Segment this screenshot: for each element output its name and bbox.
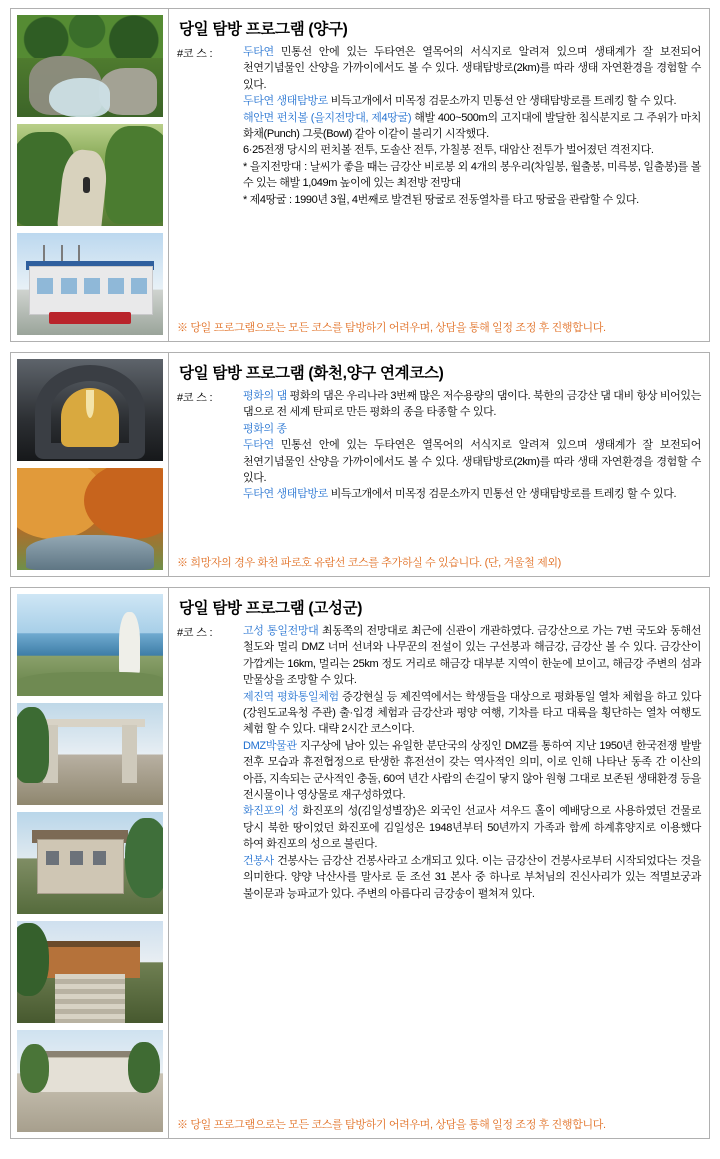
keyword: DMZ박물관 — [243, 739, 297, 752]
paragraph-text: 평화의 댐은 우리나라 3번째 많은 저수용량의 댐이다. 북한의 금강산 댐 대비 항상 비어있는 댐으로 전 세계 탄피로 만든 평화의 종을 타종할 수 있다. — [243, 390, 701, 419]
paragraph — [243, 93, 701, 109]
paragraph — [243, 142, 701, 158]
course-block — [177, 44, 701, 208]
stone-house-photo — [16, 811, 164, 915]
paragraph-text: 민통선 안에 있는 두타연은 열목어의 서식지로 알려져 있으며 생태계가 잘 보전되어 천연기념물인 산양을 가까이에서도 볼 수 있다. 생태탐방로(2km)를 따라 생태 자연환경을 경험할 수 있다. — [243, 439, 701, 485]
keyword: 해안면 펀치볼 (을지전망대, 제4땅굴) — [243, 111, 412, 124]
keyword: 두타연 생태탐방로 — [243, 488, 328, 501]
paragraph-text: 6·25전쟁 당시의 펀치볼 전투, 도솔산 전투, 가칠봉 전투, 대암산 전투가 벌어졌던 격전지다. — [243, 144, 654, 157]
gate-photo — [16, 702, 164, 806]
course-label: #코 스 : — [177, 392, 213, 404]
keyword: 제진역 평화통일체험 — [243, 690, 339, 703]
paragraph-text: 비득고개에서 미목정 검문소까지 민통선 안 생태탐방로를 트레킹 할 수 있다. — [330, 95, 677, 108]
paragraph — [243, 159, 701, 192]
note-text: ※ 당일 프로그램으로는 모든 코스를 탐방하기 어려우며, 상담을 통해 일정 조정 후 진행합니다. — [177, 1119, 606, 1131]
paragraph-text: 해발 400~500m의 고지대에 발달한 침식분지로 그 주위가 마치 화채(Punch) 그릇(Bowl) 같아 이같이 불리기 시작했다. — [243, 111, 701, 141]
paragraph-text: * 제4땅굴 : 1990년 3월, 4번째로 발견된 땅굴로 전동열차를 타고 땅굴을 관람할 수 있다. — [243, 193, 639, 206]
paragraph — [243, 192, 701, 208]
course-block — [177, 623, 701, 902]
keyword: 평화의 종 — [243, 422, 287, 435]
keyword: 두타연 — [243, 439, 274, 452]
autumn-valley-photo — [16, 467, 164, 571]
program-card-yanggu — [10, 8, 710, 342]
keyword: 화진포의 성 — [243, 805, 299, 818]
course-block — [177, 388, 701, 503]
content-column — [169, 353, 709, 576]
course-paragraphs — [243, 388, 701, 503]
paragraph-text: 지구상에 남아 있는 유일한 분단국의 상징인 DMZ를 통하여 지난 1950년 한국전쟁 발발 전후 모습과 휴전협정으로 탄생한 휴전선이 갖는 역사적인 의미, 이로 인해 나타난 동족 간 이산의 아픔, 지속되는 군사적인 충돌, 60여 년간 사람의 손길이 닿지 않아 원형 그대로 보존된 생태환경 등을 전시물이나 영상물로 재구성하였다. — [243, 739, 701, 802]
program-card-goseong — [10, 587, 710, 1139]
keyword: 고성 통일전망대 — [243, 625, 319, 637]
valley-photo — [16, 14, 164, 118]
sea-statue-photo — [16, 593, 164, 697]
yard-photo — [16, 1029, 164, 1133]
content-column — [169, 588, 709, 1138]
paragraph-text: * 을지전망대 : 날씨가 좋을 때는 금강산 비로봉 외 4개의 봉우리(차일봉, 월출봉, 미륵봉, 일출봉)를 볼 수 있는 해발 1,049m 높이에 있는 최전방 전망대 — [243, 160, 701, 190]
page-title: 당일 탐방 프로그램 (화천,양구 연계코스) — [179, 365, 444, 382]
paragraph — [243, 110, 701, 143]
note-text: ※ 희망자의 경우 화천 파로호 유람선 코스를 추가하실 수 있습니다. (단, 겨울철 제외) — [177, 557, 561, 569]
course-paragraphs — [243, 44, 701, 208]
trail-photo — [16, 123, 164, 227]
paragraph-text: 건봉사는 금강산 건봉사라고 소개되고 있다. 이는 금강산이 건봉사로부터 시작되었다는 것을 의미한다. 양양 낙산사를 말사로 둔 조선 31 본사 중 하나로 부처님의 진신사리가 있는 적멸보궁과 불이문과 능파교가 있다. 주변의 아름다리 금강송이 펼쳐져 있다. — [243, 854, 701, 900]
keyword: 두타연 — [243, 46, 274, 58]
keyword: 두타연 생태탐방로 — [243, 95, 328, 108]
paragraph — [243, 853, 701, 902]
photo-column — [11, 588, 169, 1138]
observatory-photo — [16, 232, 164, 336]
paragraph — [243, 689, 701, 738]
paragraph-text: 비득고개에서 미목정 검문소까지 민통선 안 생태탐방로를 트레킹 할 수 있다. — [330, 488, 677, 501]
content-column — [169, 9, 709, 341]
photo-column — [11, 353, 169, 576]
paragraph — [243, 421, 701, 437]
page-title: 당일 탐방 프로그램 (양구) — [179, 21, 348, 38]
paragraph-text: 화진포의 성(김일성별장)은 외국인 선교사 셔우드 홀이 예배당으로 사용하였던 건물로 당시 북한 땅이었던 화진포에 김일성은 1948년부터 50년까지 가족과 함께 하계휴양지로 이용했다 하여 화진포의 성으로 불린다. — [243, 805, 701, 851]
page-title: 당일 탐방 프로그램 (고성군) — [179, 600, 363, 617]
keyword: 평화의 댐 — [243, 390, 287, 402]
paragraph-text: 민통선 안에 있는 두타연은 열목어의 서식지로 알려져 있으며 생태계가 잘 보전되어 천연기념물인 산양을 가까이에서도 볼 수 있다. 생태탐방로(2km)를 따라 생태 자연환경을 경험할 수 있다. — [243, 46, 701, 91]
paragraph — [243, 437, 701, 486]
paragraph — [243, 623, 701, 689]
temple-stairs-photo — [16, 920, 164, 1024]
program-card-hwacheon-yanggu — [10, 352, 710, 577]
paragraph — [243, 803, 701, 852]
paragraph — [243, 486, 701, 502]
keyword: 건봉사 — [243, 854, 274, 867]
paragraph — [243, 738, 701, 804]
course-paragraphs — [243, 623, 701, 902]
paragraph — [243, 388, 701, 421]
paragraph-text: 최동쪽의 전망대로 최근에 신관이 개관하였다. 금강산으로 가는 7번 국도와 동해선 철도와 멀리 DMZ 너머 선녀와 나무꾼의 전설이 있는 구선봉과 해금강, 금강산 볼 수 있다. 금강산이 가깝게는 16km, 멀리는 25km 정도 거리로 해금강 대부분 지역이 한눈에 보이고, 해금강 주변의 섬과 만물상을 조망할 수 있다. — [243, 625, 701, 687]
photo-column — [11, 9, 169, 341]
dam-photo — [16, 358, 164, 462]
note-text: ※ 당일 프로그램으로는 모든 코스를 탐방하기 어려우며, 상담을 통해 일정 조정 후 진행합니다. — [177, 322, 606, 334]
paragraph-text: 증강현실 등 제진역에서는 학생들을 대상으로 평화통일 열차 체험을 하고 있다(강원도교육청 주관) 출·입경 체험과 금강산과 평양 여행, 기차를 타고 대륙을 횡단하는 열차 여행도 체험 할 수 있다. 대략 2시간 코스이다. — [243, 690, 701, 736]
paragraph — [243, 44, 701, 93]
course-label: #코 스 : — [177, 627, 213, 639]
course-label: #코 스 : — [177, 48, 213, 60]
